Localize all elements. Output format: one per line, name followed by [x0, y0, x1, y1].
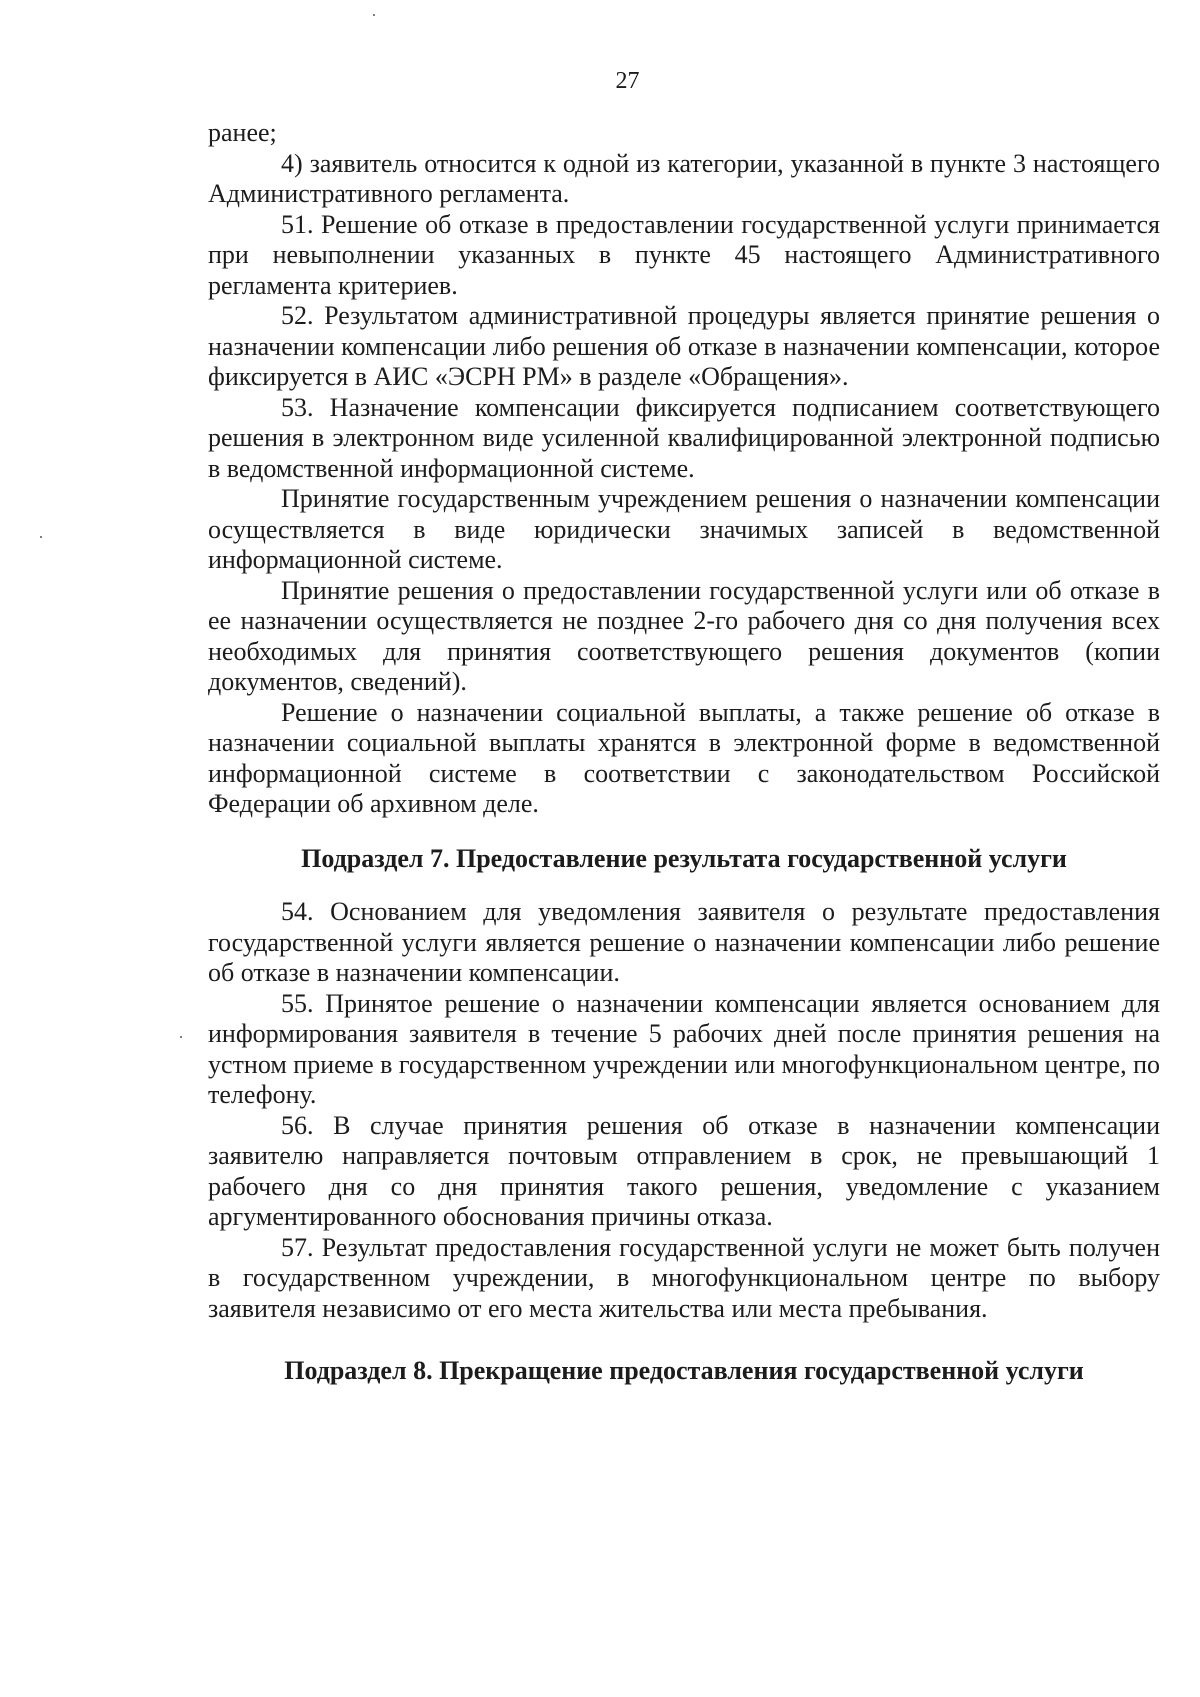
paragraph-54: 54. Основанием для уведомления заявителя о результате предоставления государственной услуги является решение о назначении компенсации либо решение об отказе в назначении компенсации. [208, 897, 1160, 987]
paragraph-item-4: 4) заявитель относится к одной из категории, указанной в пункте 3 настоящего Административного регламента. [208, 148, 1160, 208]
scan-speck [180, 1036, 182, 1038]
scan-speck [373, 14, 375, 16]
document-body [208, 118, 1160, 1387]
paragraph-53-decision-deadline: Принятие решения о предоставлении государственной услуги или об отказе в ее назначении осуществляется не позднее 2-го рабочего дня со дня получения всех необходимых для принятия соответствующего решения документов (копии документов, сведений). [208, 575, 1160, 696]
paragraph-57: 57. Результат предоставления государственной услуги не может быть получен в государственном учреждении, в многофункциональном центре по выбору заявителя независимо от его места жительства или места пребывания. [208, 1232, 1160, 1323]
paragraph-52: 52. Результатом административной процедуры является принятие решения о назначении компенсации либо решения об отказе в назначении компенсации, которое фиксируется в АИС «ЭСРН РМ» в разделе «Обращения». [208, 301, 1160, 391]
paragraph-53-decision-storage: Решение о назначении социальной выплаты, а также решение об отказе в назначении социальной выплаты хранятся в электронной форме в ведомственной информационной системе в соответствии с законодательством Российской Федерации об архивном деле. [208, 697, 1160, 818]
subsection-8-heading: Подраздел 8. Прекращение предоставления государственной услуги [284, 1356, 1084, 1385]
paragraph-55: 55. Принятое решение о назначении компенсации является основанием для информирования заявителя в течение 5 рабочих дней после принятия решения на устном приеме в государственном учреждении или многофункциональном центре, по телефону. [208, 988, 1160, 1109]
paragraph-53: 53. Назначение компенсации фиксируется подписанием соответствующего решения в электронном виде усиленной квалифицированной электронной подписью в ведомственной информационной системе. [208, 392, 1160, 483]
subsection-7-heading: Подраздел 7. Предоставление результата государственной услуги [301, 843, 1067, 873]
paragraph-continuation: ранее; [208, 118, 277, 147]
page-number: 27 [615, 68, 640, 94]
paragraph-51: 51. Решение об отказе в предоставлении государственной услуги принимается при невыполнении указанных в пункте 45 настоящего Административного регламента критериев. [208, 209, 1160, 300]
paragraph-56: 56. В случае принятия решения об отказе в назначении компенсации заявителю направляется почтовым отправлением в срок, не превышающий 1 рабочего дня со дня принятия такого решения, уведомление с указанием аргументированного обоснования причины отказа. [208, 1110, 1160, 1231]
scan-speck [40, 536, 42, 538]
paragraph-53-decision-records: Принятие государственным учреждением решения о назначении компенсации осуществляется в виде юридически значимых записей в ведомственной информационной системе. [208, 484, 1160, 574]
